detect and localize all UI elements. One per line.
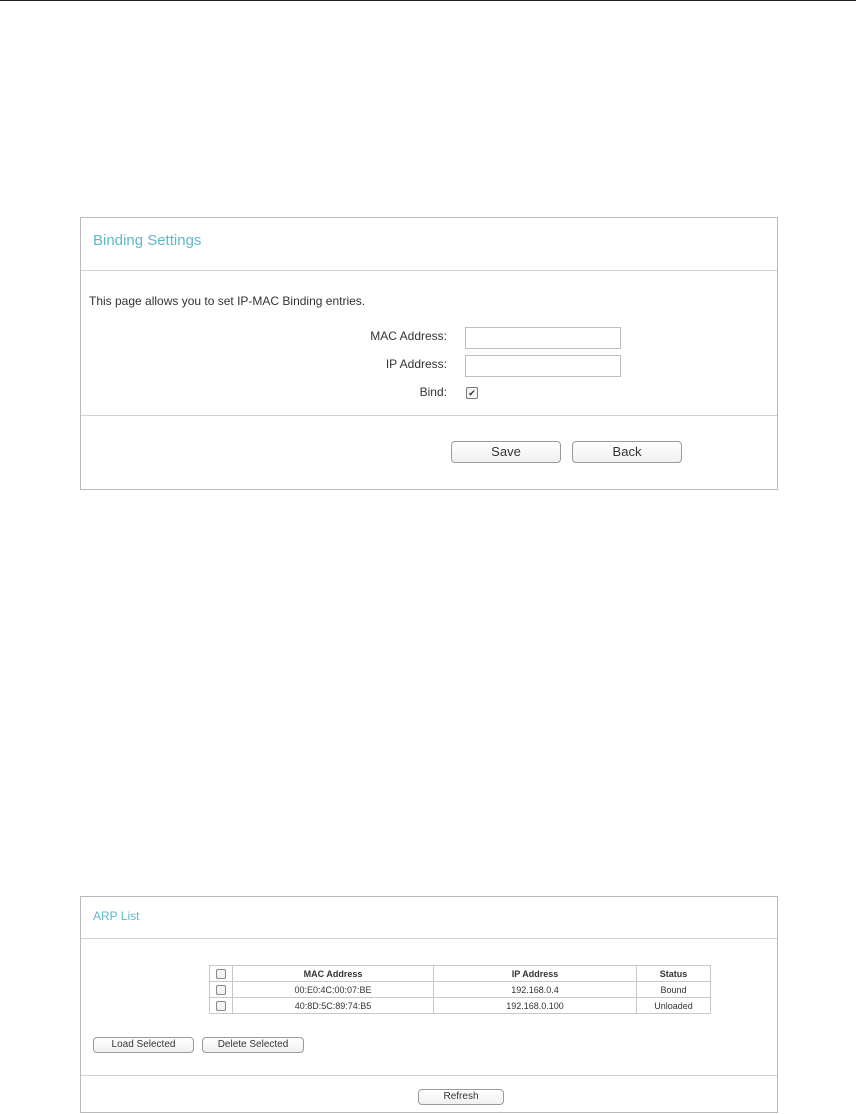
binding-settings-panel (80, 217, 778, 490)
arp-list-panel (80, 896, 778, 1113)
table-row (210, 998, 711, 1014)
save-button[interactable]: Save (451, 441, 561, 463)
row-select-cell (210, 982, 233, 998)
column-header-status: Status (637, 966, 711, 982)
row-mac: 00:E0:4C:00:07:BE (233, 982, 434, 998)
binding-description: This page allows you to set IP-MAC Binding entries. (89, 294, 366, 308)
title-divider (81, 938, 777, 939)
delete-selected-button[interactable]: Delete Selected (202, 1037, 304, 1053)
back-button[interactable]: Back (572, 441, 682, 463)
row-checkbox[interactable] (216, 985, 226, 995)
column-header-ip: IP Address (434, 966, 637, 982)
row-ip: 192.168.0.4 (434, 982, 637, 998)
row-checkbox[interactable] (216, 1001, 226, 1011)
row-mac: 40:8D:5C:89:74:B5 (233, 998, 434, 1014)
title-divider (81, 270, 777, 271)
bind-label: Bind: (419, 385, 447, 399)
top-rule (0, 0, 856, 1)
select-all-checkbox[interactable] (216, 969, 226, 979)
refresh-button[interactable]: Refresh (418, 1089, 504, 1105)
row-select-cell (210, 998, 233, 1014)
row-ip: 192.168.0.100 (434, 998, 637, 1014)
mac-address-label: MAC Address: (370, 329, 447, 343)
select-all-cell (210, 966, 233, 982)
binding-settings-title: Binding Settings (93, 232, 202, 249)
row-status: Unloaded (637, 998, 711, 1014)
load-selected-button[interactable]: Load Selected (93, 1037, 194, 1053)
column-header-mac: MAC Address (233, 966, 434, 982)
arp-table (209, 965, 711, 1014)
row-status: Bound (637, 982, 711, 998)
footer-divider (81, 1075, 777, 1076)
ip-address-label: IP Address: (385, 357, 447, 371)
ip-address-input[interactable] (465, 355, 621, 377)
table-row (210, 982, 711, 998)
footer-divider (81, 415, 777, 416)
table-header-row (210, 966, 711, 982)
arp-list-title: ARP List (93, 909, 140, 923)
mac-address-input[interactable] (465, 327, 621, 349)
bind-checkbox[interactable]: ✔ (466, 387, 478, 399)
